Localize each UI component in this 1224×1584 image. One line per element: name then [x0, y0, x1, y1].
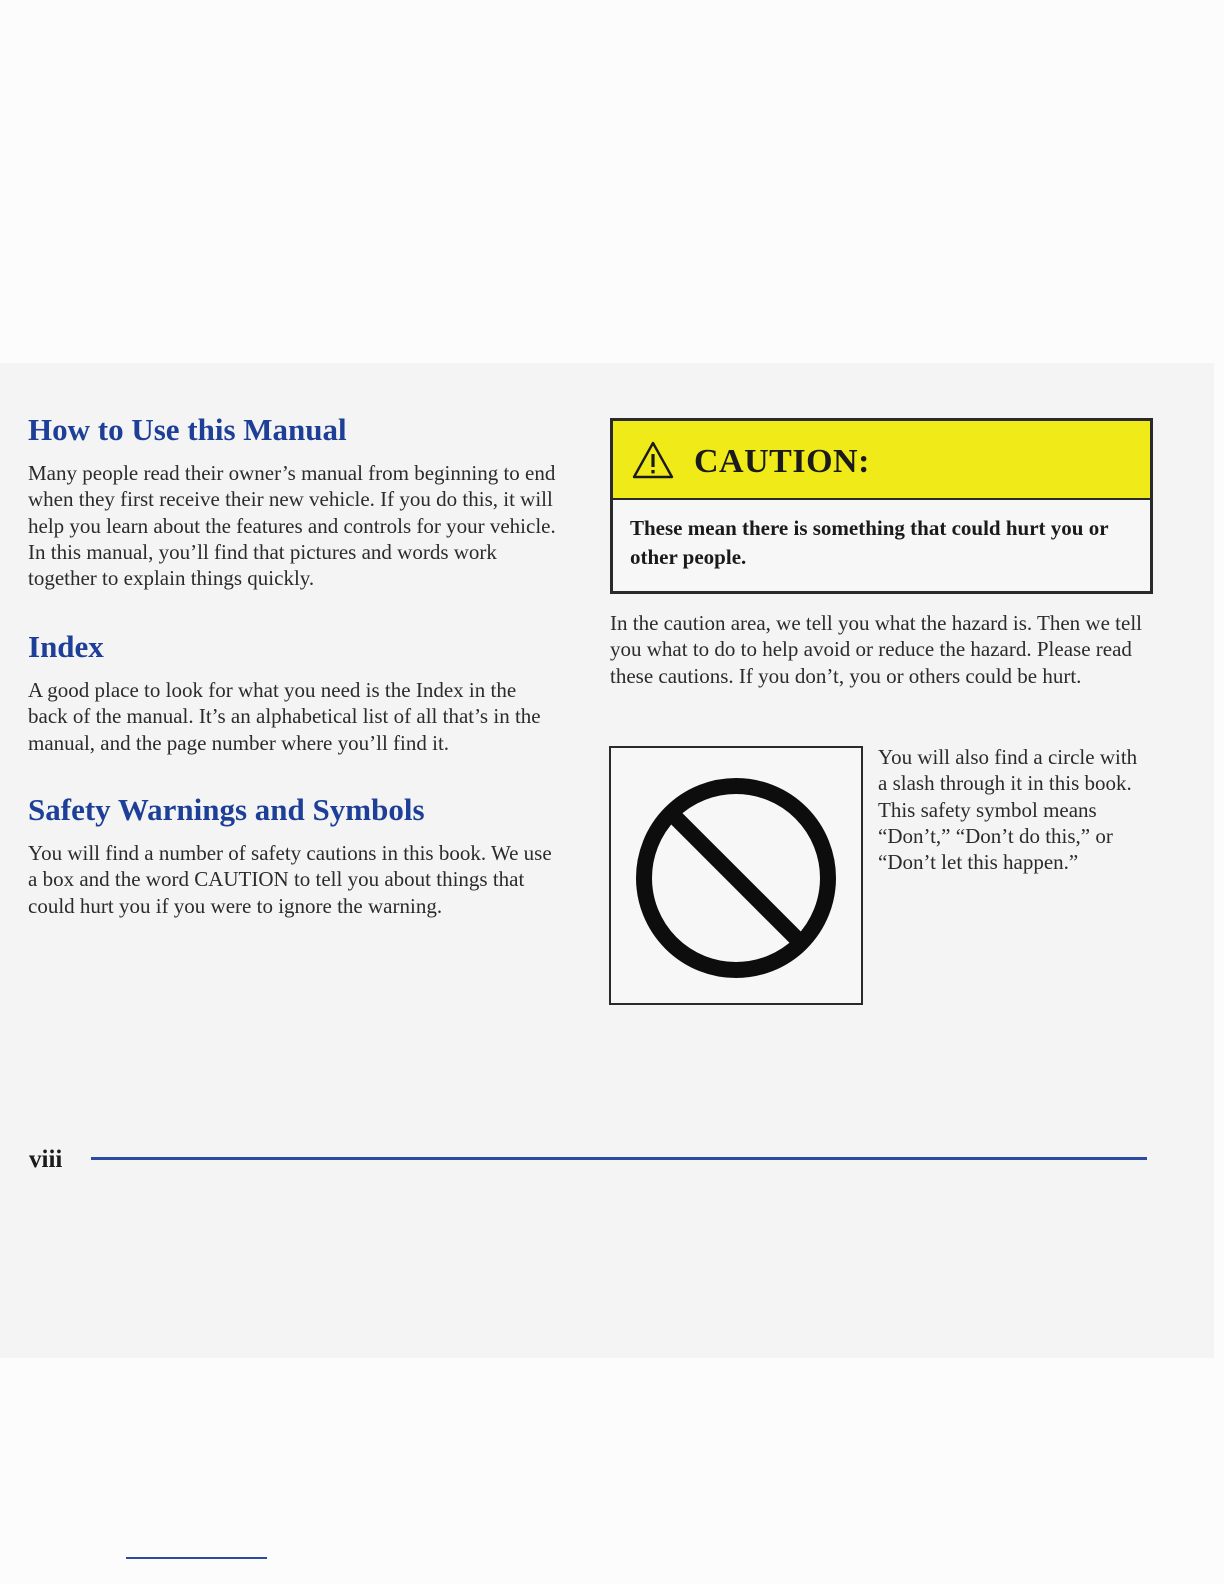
caution-explanation-paragraph: In the caution area, we tell you what the hazard is. Then we tell you what to do to help avoid or reduce the hazard. Please read these cautions. If you don’t, you or others could be hurt.: [610, 611, 1142, 688]
page-number: viii: [29, 1146, 63, 1173]
heading-index: Index: [28, 629, 104, 664]
safety-paragraph: You will find a number of safety cautions in this book. We use a box and the word CAUTION to tell you about things that could hurt you if you were to ignore the warning.: [28, 841, 552, 918]
caution-header: [613, 421, 1150, 500]
symbol-description-paragraph: You will also find a circle with a slash through it in this book. This safety symbol means “Don’t,” “Don’t do this,” or “Don’t let this happen.”: [878, 745, 1138, 875]
prohibition-circle-slash-icon: [611, 748, 861, 1003]
caution-box: [610, 418, 1153, 594]
caution-message: These mean there is something that could hurt you or other people.: [630, 516, 1109, 569]
bottom-link-underline[interactable]: [126, 1557, 267, 1559]
how-to-use-paragraph: Many people read their owner’s manual from beginning to end when they first receive their new vehicle. If you do this, it will help you learn about the features and controls for your vehicle. In this manual, you’ll find that pictures and words work together to explain things quickly.: [28, 461, 556, 591]
heading-how-to-use: How to Use this Manual: [28, 412, 347, 447]
caution-title: CAUTION:: [694, 443, 870, 480]
footer-rule: [91, 1157, 1147, 1160]
heading-safety-warnings: Safety Warnings and Symbols: [28, 792, 425, 827]
warning-triangle-icon: [632, 441, 674, 479]
prohibition-symbol-box: [609, 746, 863, 1005]
index-paragraph: A good place to look for what you need is the Index in the back of the manual. It’s an alphabetical list of all that’s in the manual, and the page number where you’ll find it.: [28, 678, 541, 755]
